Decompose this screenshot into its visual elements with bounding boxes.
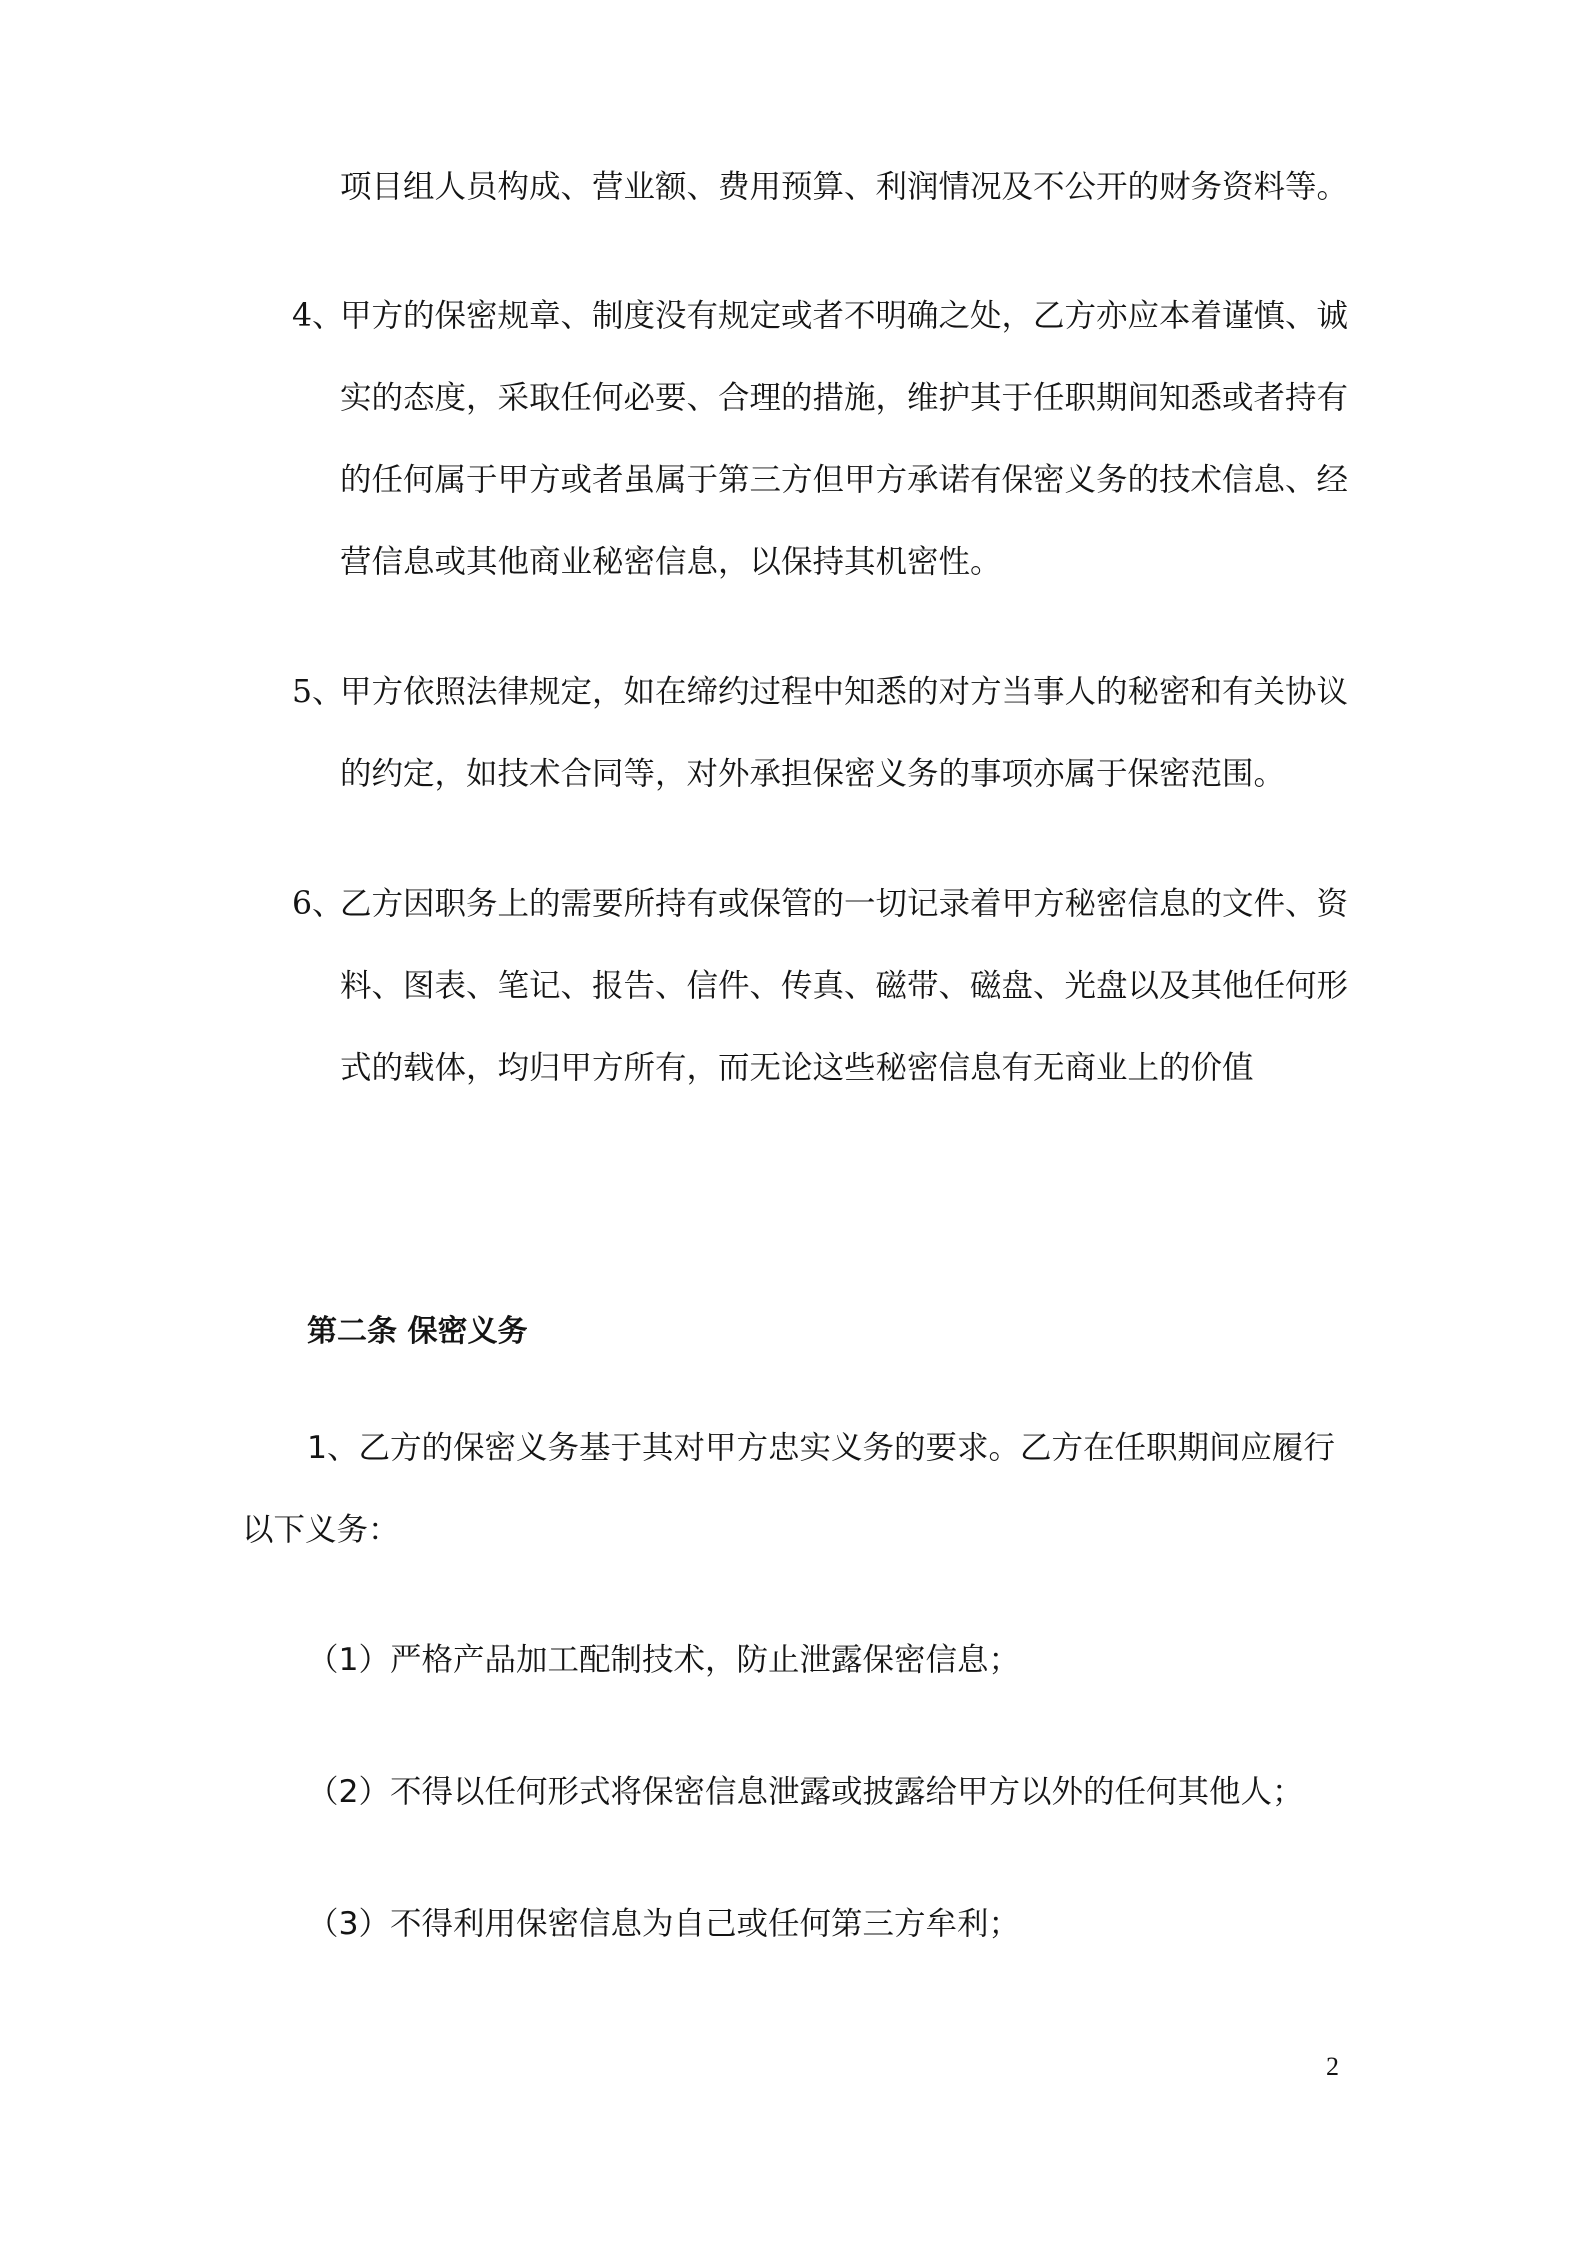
paragraph-3-continuation-line: 项目组人员构成、营业额、费用预算、利润情况及不公开的财务资料等。 <box>340 169 1349 205</box>
section-2-heading: 第二条 保密义务 <box>307 1314 528 1349</box>
item-4-line-4: 营信息或其他商业秘密信息，以保持其机密性。 <box>340 544 1002 580</box>
item-6-line-2: 料、图表、笔记、报告、信件、传真、磁带、磁盘、光盘以及其他任何形 <box>340 968 1349 1004</box>
item-6-line-1: 乙方因职务上的需要所持有或保管的一切记录着甲方秘密信息的文件、资 <box>340 886 1349 922</box>
item-6-line-3: 式的载体，均归甲方所有，而无论这些秘密信息有无商业上的价值 <box>340 1050 1254 1086</box>
item-6-number: 6、 <box>292 886 344 922</box>
item-4-line-2: 实的态度，采取任何必要、合理的措施，维护其于任职期间知悉或者持有 <box>340 380 1349 416</box>
page-number: 2 <box>1326 2052 1339 2081</box>
duty-item-1: （1）严格产品加工配制技术，防止泄露保密信息； <box>307 1642 1021 1678</box>
duty-item-2: （2）不得以任何形式将保密信息泄露或披露给甲方以外的任何其他人； <box>307 1774 1304 1810</box>
item-4-number: 4、 <box>292 298 344 334</box>
section-2-intro-line-2: 以下义务： <box>242 1512 400 1548</box>
item-5-number: 5、 <box>292 674 344 710</box>
item-4-line-1: 甲方的保密规章、制度没有规定或者不明确之处，乙方亦应本着谨慎、诚 <box>340 298 1349 334</box>
item-5-line-1: 甲方依照法律规定，如在缔约过程中知悉的对方当事人的秘密和有关协议 <box>340 674 1349 710</box>
item-4-line-3: 的任何属于甲方或者虽属于第三方但甲方承诺有保密义务的技术信息、经 <box>340 462 1349 498</box>
duty-item-3: （3）不得利用保密信息为自己或任何第三方牟利； <box>307 1906 1021 1942</box>
section-2-intro-line-1: 1、乙方的保密义务基于其对甲方忠实义务的要求。乙方在任职期间应履行 <box>307 1430 1336 1466</box>
item-5-line-2: 的约定，如技术合同等，对外承担保密义务的事项亦属于保密范围。 <box>340 756 1286 792</box>
